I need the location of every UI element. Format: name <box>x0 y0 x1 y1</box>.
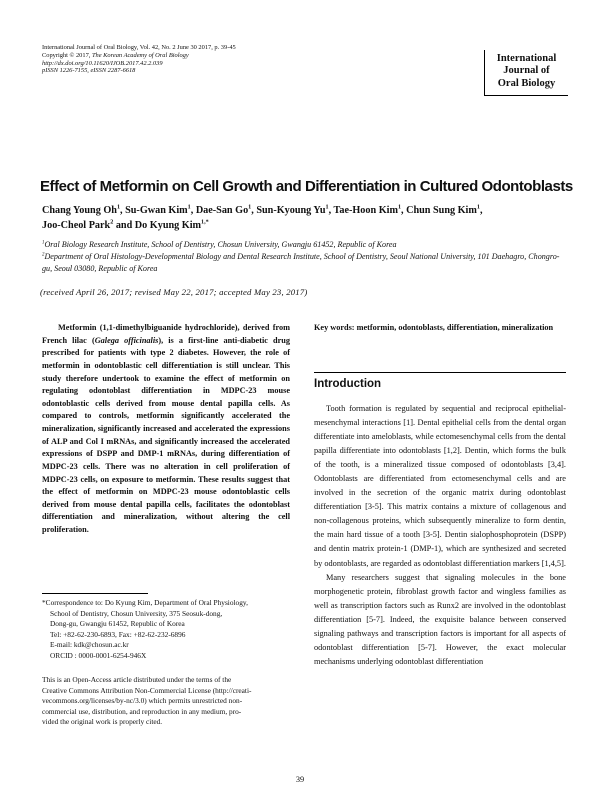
journal-name-line-3: Oral Biology <box>497 77 556 89</box>
affiliation-number: 2 <box>42 252 45 258</box>
copyright-symbol: © <box>69 51 75 59</box>
copyright-line <box>42 52 189 60</box>
correspondence-note <box>42 598 292 661</box>
license-line: Creative Commons Attribution Non-Commercial License (http://creati- <box>42 685 252 695</box>
copyright-year: 2017, <box>74 51 92 59</box>
author-affiliation-mark: 1,* <box>201 219 209 226</box>
journal-logo-box <box>484 50 568 96</box>
author-name: Chun Sung Kim <box>406 205 477 216</box>
section-heading-introduction: Introduction <box>314 378 382 390</box>
page-number: 39 <box>295 775 305 784</box>
author-name: Sun-Kyoung Yu <box>256 205 326 216</box>
author-list-line-1: Chang Young Oh$^1$, Su-Gwan Kim$^1$, Dae-San Go$^1$, Sun-Kyoung Yu$^1$, Tae-Hoon Kim$^1$, Chun Sung Kim$^1$, <box>42 204 483 216</box>
article-title: Effect of Metformin on Cell Growth and Differentiation in Cultured Odontoblasts <box>40 178 573 195</box>
correspondence-line: Tel: +82-62-230-6893, Fax: +82-62-232-6896 <box>50 629 186 639</box>
copyright-prefix: Copyright <box>42 51 70 59</box>
open-access-notice <box>42 675 292 728</box>
affiliation-1: $^1$Oral Biology Research Institute, School of Dentistry, Chosun University, Gwangju 61452, Republic of Korea <box>42 240 397 249</box>
author-affiliation-mark: 1 <box>187 204 191 211</box>
affiliation-number: 1 <box>42 240 45 246</box>
correspondence-line: School of Dentistry, Chosun University, 375 Seosuk-dong, <box>50 608 223 618</box>
copyright-holder: The Korean Academy of Oral Biology <box>91 51 189 59</box>
author-name: Tae-Hoon Kim <box>333 205 398 216</box>
doi-link[interactable]: http://dx.doi.org/10.11620/IJOB.2017.42.2.039 <box>42 59 163 67</box>
journal-name-line-1: International <box>496 53 557 64</box>
issn-line: pISSN 1226-7155, eISSN 2287-6618 <box>42 67 136 75</box>
abstract: Metformin (1,1-dimethylbiguanide hydrochloride), derived from French lilac (Galega officinalis), is a first-line anti-diabetic drug prescribed for patients with type 2 diabetes. However, the role of metformin in odontoblastic cell differentiation is still unclear. This study therefore undertook to examine the effect of metformin on regulating odontoblast differentiation in MDPC-23 mouse odontoblastic cells derived from mouse dental papilla cells. As compared to controls, metformin significantly accelerated the mineralization, significantly increased and accelerated the expressions of ALP and Col I mRNAs, and significantly increased the accelerated expressions of DSPP and DMP-1 mRNAs, during differentiation of MDPC-23 cells. There was no alteration in cell proliferation of MDPC-23 cells, on exposure to metformin. These results suggest that the effect of metformin on MDPC-23 mouse odontoblastic cells derived from mouse dental papilla cells, facilitates the odontoblast differentiation and mineralization, without altering the cell proliferation. <box>42 323 290 534</box>
license-line: vided the original work is properly cited. <box>42 717 163 727</box>
affiliation-2: $^2$Department of Oral Histology-Developmental Biology and Dental Research Institute, School of Dentistry, Seoul National University, 101 Daehagro, Chongro-gu, Seoul 03080, Republic of Korea <box>42 252 560 273</box>
author-affiliation-mark: 1 <box>325 204 329 211</box>
author-affiliation-mark: 1 <box>476 204 480 211</box>
author-name: Do Kyung Kim <box>134 220 202 231</box>
species-name: Galega officinalis <box>94 335 159 345</box>
correspondence-line: *Correspondence to: Do Kyung Kim, Department of Oral Physiology, <box>42 598 248 607</box>
author-affiliation-mark: 1 <box>397 204 401 211</box>
author-name: Joo-Cheol Park <box>42 220 111 231</box>
author-name: Su-Gwan Kim <box>125 205 188 216</box>
paragraph: Tooth formation is regulated by sequential and reciprocal epithelial- mesenchymal interactions [1]. Dental epithelial cells from the dental organ differentiate into ameloblasts, while ectomesenchymal cells from the dental papilla differentiate into odontoblasts [1,2]. Dentin, which forms the bulk of the tooth, is a mineralized tissue composed of odontoblasts [3,4]. Odontoblasts are differentiated from ectomesenchymal cells and are involved in the secretion of the organic matrix during odontoblast differentiation [3-5]. This matrix contains a mixture of collagenous and non-collagenous proteins, which subsequently mineralize to form dentin, the main hard tissue of a tooth [3-5]. Dentin sialophosphoprotein (DSPP) and dentin matrix protein-1 (DMP-1), which are synthesized and secreted by odontoblasts, are regarded as odontoblast differentiation markers [1,4,5]. <box>314 404 566 568</box>
received-dates: (received April 26, 2017; revised May 22, 2017; accepted May 23, 2017) <box>40 287 308 297</box>
author-affiliation-mark: 2 <box>110 219 114 226</box>
correspondence-orcid: ORCID : 0000-0001-6254-946X <box>50 650 147 660</box>
section-divider <box>314 372 566 373</box>
author-list-line-2: Joo-Cheol Park$^2$ and Do Kyung Kim$^{1,*}$ <box>42 219 209 231</box>
license-line: This is an Open-Access article distributed under the terms of the <box>42 675 232 684</box>
author-name: Dae-San Go <box>195 205 249 216</box>
correspondence-line: Dong-gu, Gwangju 61452, Republic of Korea <box>50 619 185 629</box>
correspondence-email[interactable]: E-mail: kdk@chosun.ac.kr <box>50 640 129 650</box>
author-affiliation-mark: 1 <box>248 204 252 211</box>
license-line: vecommons.org/licenses/by-nc/3.0) which permits unrestricted non- <box>42 696 243 706</box>
license-line: commercial use, distribution, and reproduction in any medium, pro- <box>42 706 242 716</box>
paragraph: Many researchers suggest that signaling molecules in the bone morphogenetic protein, fibroblast growth factor and wingless families as well as transcription factors such as Runx2 are involved in the odontoblast differentiation [5-7]. Indeed, the exquisite balance between conserved signaling pathways and transcription factors is important for all aspects of odontoblast differentiation [5-7]. However, the exact molecular mechanisms underlying odontoblast differentiation <box>314 572 566 666</box>
keywords: Key words: metformin, odontoblasts, differentiation, mineralization <box>314 323 554 332</box>
author-affiliation-mark: 1 <box>116 204 120 211</box>
journal-citation: International Journal of Oral Biology, Vol. 42, No. 2 June 30 2017, p. 39-45 <box>42 44 236 51</box>
journal-name-line-2: Journal of <box>503 65 550 77</box>
footnote-divider <box>42 593 148 594</box>
introduction-text <box>314 402 566 669</box>
author-name: Chang Young Oh <box>42 205 117 216</box>
